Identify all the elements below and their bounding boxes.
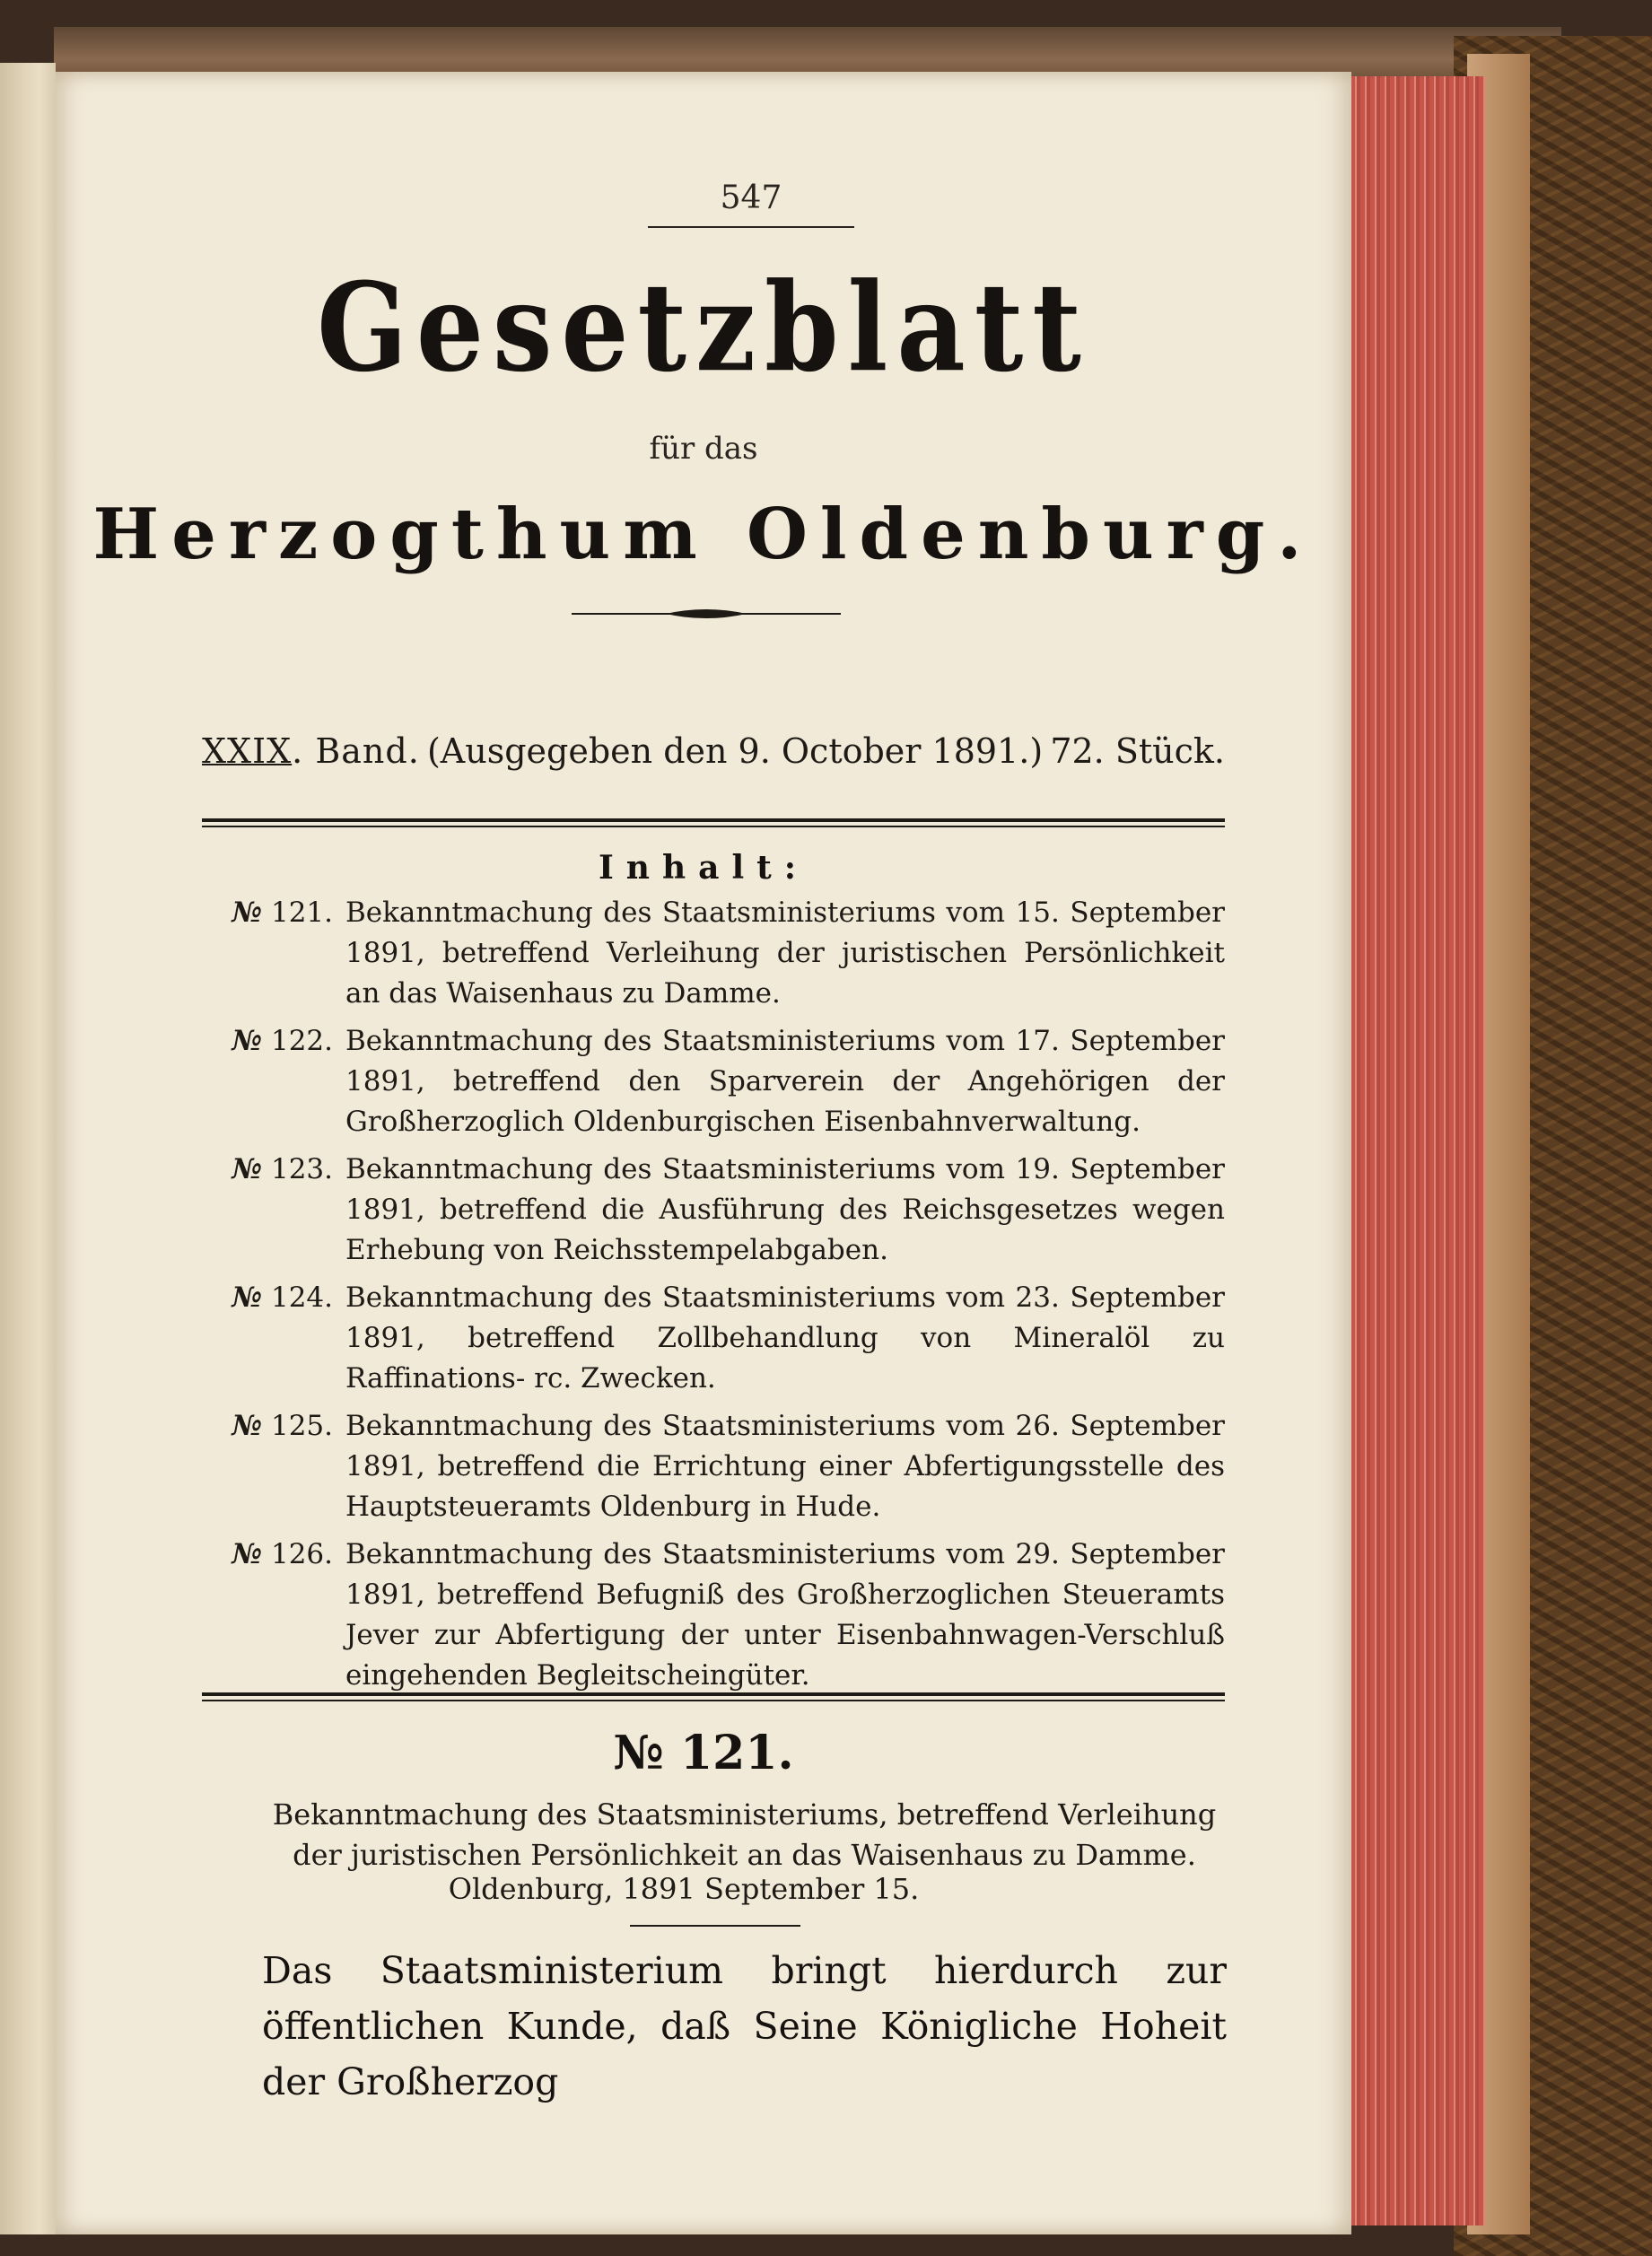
table-of-contents xyxy=(202,893,1225,1703)
toc-entry-text: Bekanntmachung des Staatsministeriums vom 29. September 1891, betreffend Befugniß des Großherzoglichen Steueramts Jever zur Abfertigung der unter Eisenbahnwagen-Verschluß eingehenden Begleitscheingüter. xyxy=(345,1538,1225,1692)
state-name: Herzogthum Oldenburg. xyxy=(92,494,1315,575)
issue-header xyxy=(202,731,1225,771)
page-number-rule xyxy=(648,226,854,228)
toc-entry-text: Bekanntmachung des Staatsministeriums vom 23. September 1891, betreffend Zollbehandlung von Mineralöl zu Raffinations- rc. Zwecken. xyxy=(345,1281,1225,1395)
document-page xyxy=(56,72,1351,2234)
toc-entry xyxy=(202,1150,1225,1271)
toc-entry-text: Bekanntmachung des Staatsministeriums vom 15. September 1891, betreffend Verleihung der juristischen Persönlichkeit an das Waisenhaus zu Damme. xyxy=(345,896,1225,1010)
body-paragraph: Das Staatsministerium bringt hierdurch zur öffentlichen Kunde, daß Seine Königliche Hoheit der Großherzog xyxy=(262,1949,1227,2103)
volume-label: XXIX. Band. xyxy=(202,731,420,771)
subtitle: für das xyxy=(649,431,758,467)
facing-page-edge xyxy=(0,63,56,2234)
section-heading: № 121. xyxy=(613,1726,794,1780)
toc-entry xyxy=(202,1406,1225,1527)
toc-entry-number: № 125. xyxy=(232,1410,333,1442)
issue-number: 72. Stück. xyxy=(1050,731,1225,771)
toc-entry-number: № 124. xyxy=(232,1281,333,1314)
section-rule-thick xyxy=(202,1692,1225,1696)
toc-entry-number: № 126. xyxy=(232,1538,333,1570)
page-number: 547 xyxy=(720,179,782,216)
toc-entry xyxy=(202,893,1225,1014)
toc-entry xyxy=(202,1535,1225,1696)
page-title: Gesetzblatt xyxy=(317,255,1090,399)
section-place-date: Oldenburg, 1891 September 15. xyxy=(448,1872,920,1906)
toc-entry-number: № 121. xyxy=(232,896,333,929)
section-rule-thin xyxy=(202,1700,1225,1701)
section-short-rule xyxy=(630,1925,800,1927)
ornamental-rule xyxy=(572,603,841,625)
contents-heading: Inhalt: xyxy=(598,849,809,887)
toc-entry-number: № 122. xyxy=(232,1025,333,1057)
issue-date: (Ausgegeben den 9. October 1891.) xyxy=(426,731,1044,771)
toc-entry-text: Bekanntmachung des Staatsministeriums vom 17. September 1891, betreffend den Sparverein der Angehörigen der Großherzoglich Oldenburgischen Eisenbahnverwaltung. xyxy=(345,1025,1225,1138)
header-rule-thick xyxy=(202,818,1225,822)
header-rule-thin xyxy=(202,826,1225,827)
toc-entry xyxy=(202,1021,1225,1142)
section-description: Bekanntmachung des Staatsministeriums, betreffend Verleihung der juristischen Persönlichkeit an das Waisenhaus zu Damme. xyxy=(272,1797,1217,1872)
toc-entry-text: Bekanntmachung des Staatsministeriums vom 26. September 1891, betreffend die Errichtung einer Abfertigungsstelle des Hauptsteueramts Oldenburg in Hude. xyxy=(345,1410,1225,1523)
toc-entry-number: № 123. xyxy=(232,1153,333,1185)
toc-entry xyxy=(202,1278,1225,1399)
page-edges-red xyxy=(1350,76,1485,2225)
toc-entry-text: Bekanntmachung des Staatsministeriums vom 19. September 1891, betreffend die Ausführung des Reichsgesetzes wegen Erhebung von Reichsstempelabgaben. xyxy=(345,1153,1225,1266)
